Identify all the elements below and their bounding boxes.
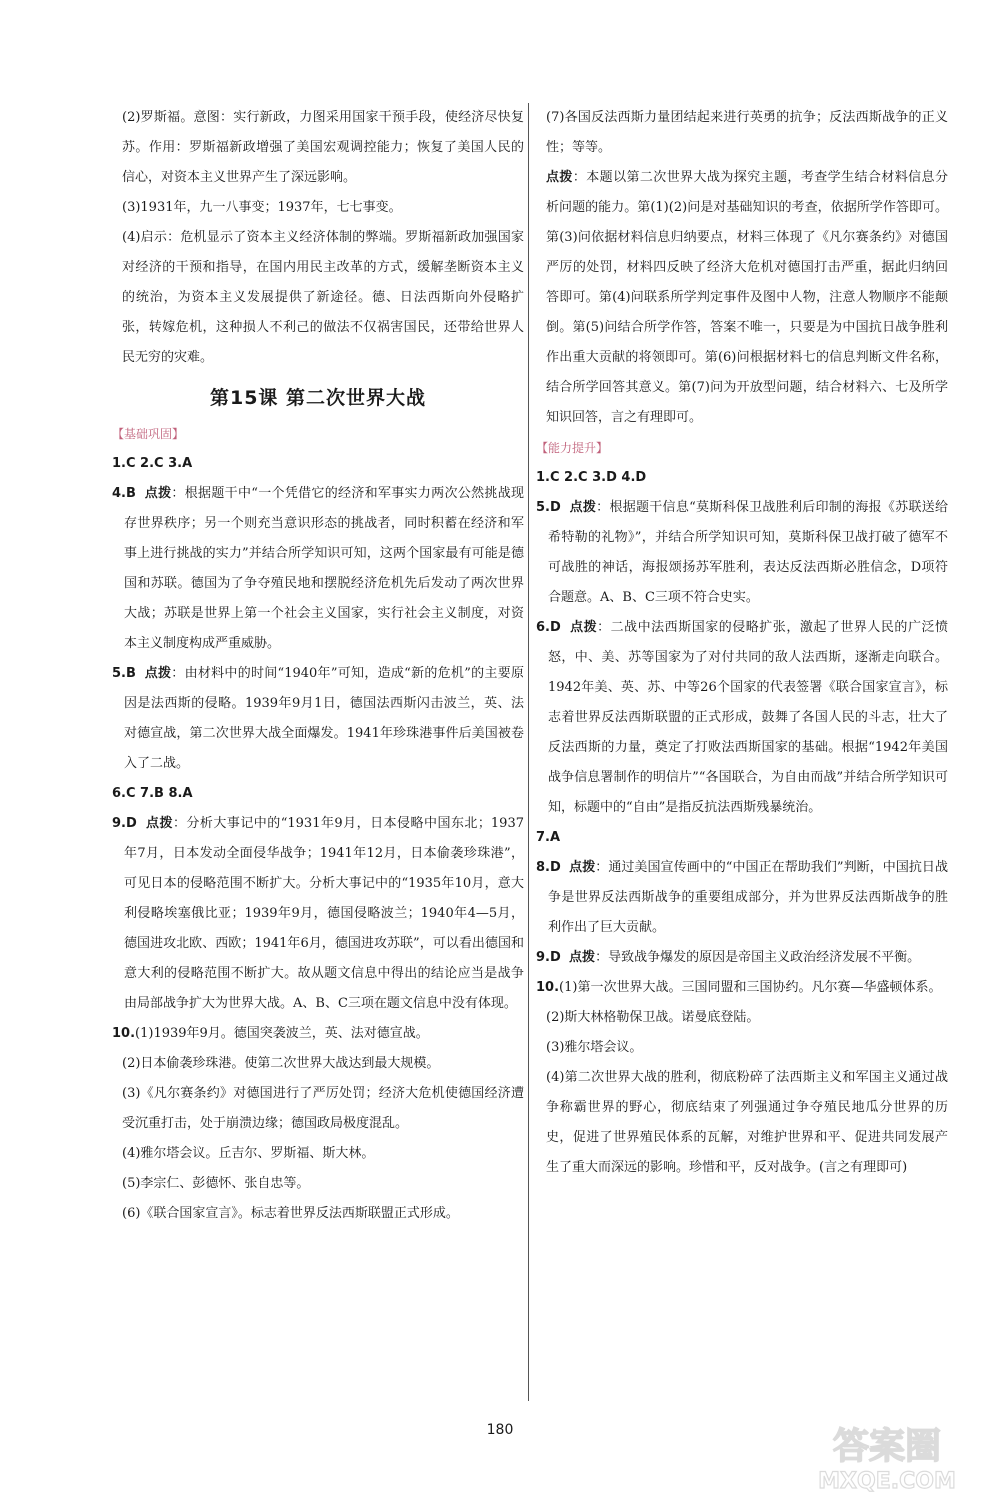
answer-number: 9.D bbox=[536, 950, 561, 965]
left-item-3: (3)1931年，九一八事变；1937年，七七事变。 bbox=[122, 200, 402, 215]
answer-number: 5.B bbox=[112, 666, 136, 681]
answer-row bbox=[112, 809, 524, 1019]
hint-keyword: 点拨 bbox=[570, 620, 598, 635]
hint-keyword: 点拨 bbox=[569, 950, 596, 965]
q10-sub-item: (3)《凡尔赛条约》对德国进行了严厉处罚；经济大危机使德国经济遭受沉重打击，处于崩溃边缘；德国政局极度混乱。 bbox=[122, 1086, 524, 1131]
answer-number: 1.C 2.C 3.A bbox=[112, 456, 193, 471]
answer-row bbox=[112, 779, 524, 809]
answer-row bbox=[536, 973, 948, 1003]
answer-row bbox=[112, 449, 524, 479]
answer-explanation: ：分析大事记中的“1931年9月，日本侵略中国东北；1937年7月，日本发动全面侵华战争；1941年12月，日本偷袭珍珠港”，可见日本的侵略范围不断扩大。分析大事记中的“1935年10月，意大利侵略埃塞俄比亚；1939年9月，德国侵略波兰；1940年4—5月，德国进攻北欧、西欧；1941年6月，德国进攻苏联”，可以看出德国和意大利的侵略范围不断扩大。故从题文信息中得出的结论应当是战争由局部战争扩大为世界大战。A、B、C三项在题文信息中没有体现。 bbox=[124, 816, 524, 1011]
answer-row bbox=[536, 463, 948, 493]
answer-row bbox=[536, 823, 948, 853]
answer-number: 8.D bbox=[536, 860, 561, 875]
answer-explanation: (1)1939年9月。德国突袭波兰，英、法对德宣战。 bbox=[135, 1026, 429, 1041]
hint-keyword: 点拨 bbox=[144, 486, 172, 501]
watermark-logo bbox=[792, 1416, 982, 1496]
hint-keyword: 点拨 bbox=[144, 666, 172, 681]
hint-keyword: 点拨 bbox=[146, 816, 173, 831]
q10-sub-item: (4)第二次世界大战的胜利，彻底粉碎了法西斯主义和军国主义通过战争称霸世界的野心，彻底结束了列强通过争夺殖民地瓜分世界的历史，促进了世界殖民体系的瓦解，对维护世界和平、促进共同发展产生了重大而深远的影响。珍惜和平，反对战争。(言之有理即可) bbox=[546, 1070, 948, 1175]
q10-sub-item: (2)斯大林格勒保卫战。诺曼底登陆。 bbox=[546, 1010, 760, 1025]
answer-row bbox=[112, 659, 524, 779]
q10-sub-item: (5)李宗仁、彭德怀、张自忠等。 bbox=[122, 1176, 310, 1191]
answer-explanation: ：二战中法西斯国家的侵略扩张，激起了世界人民的广泛愤怒，中、美、苏等国家为了对付共同的敌人法西斯，逐渐走向联合。1942年美、英、苏、中等26个国家的代表签署《联合国家宣言》，标志着世界反法西斯联盟的正式形成，鼓舞了各国人民的斗志，壮大了反法西斯的力量，奠定了打败法西斯国家的基础。根据“1942年美国战争信息署制作的明信片”“各国联合，为自由而战”并结合所学知识可知，标题中的“自由”是指反抗法西斯残暴统治。 bbox=[548, 620, 948, 815]
page-number: 180 bbox=[486, 1422, 514, 1438]
watermark-title: 答案圈 bbox=[832, 1426, 942, 1467]
answer-row bbox=[112, 479, 524, 659]
section-label-basic: 【基础巩固】 bbox=[112, 427, 185, 441]
q10-sub-item: (4)雅尔塔会议。丘吉尔、罗斯福、斯大林。 bbox=[122, 1146, 375, 1161]
answer-explanation: (1)第一次世界大战。三国同盟和三国协约。凡尔赛—华盛顿体系。 bbox=[559, 980, 942, 995]
answer-number: 9.D bbox=[112, 816, 137, 831]
answer-number: 7.A bbox=[536, 830, 561, 845]
q10-sub-item: (6)《联合国家宣言》。标志着世界反法西斯联盟正式形成。 bbox=[122, 1206, 459, 1221]
answer-row bbox=[536, 493, 948, 613]
answer-number: 10. bbox=[536, 980, 560, 995]
answer-explanation: ：根据题干信息“莫斯科保卫战胜利后印制的海报《苏联送给希特勒的礼物》”，并结合所学知识可知，莫斯科保卫战打破了德军不可战胜的神话，海报颂扬苏军胜利，表达反法西斯必胜信念，D项符合题意。A、B、C三项不符合史实。 bbox=[548, 500, 948, 605]
lesson-title: 第15课 第二次世界大战 bbox=[209, 387, 427, 409]
right-item-7: (7)各国反法西斯力量团结起来进行英勇的抗争；反法西斯战争的正义性；等等。 bbox=[546, 110, 948, 155]
answer-explanation: ：由材料中的时间“1940年”可知，造成“新的危机”的主要原因是法西斯的侵略。1939年9月1日，德国法西斯闪击波兰，英、法对德宣战，第二次世界大战全面爆发。1941年珍珠港事件后美国被卷入了二战。 bbox=[124, 666, 524, 771]
answer-row bbox=[536, 613, 948, 823]
column-divider bbox=[528, 103, 529, 1401]
left-item-2: (2)罗斯福。意图：实行新政，力图采用国家干预手段，使经济尽快复苏。作用：罗斯福新政增强了美国宏观调控能力；恢复了美国人民的信心，对资本主义世界产生了深远影响。 bbox=[122, 110, 524, 185]
answer-number: 1.C 2.C 3.D 4.D bbox=[536, 470, 647, 485]
q10-sub-item: (3)雅尔塔会议。 bbox=[546, 1040, 643, 1055]
hint-keyword: 点拨 bbox=[569, 500, 597, 515]
answer-row bbox=[536, 853, 948, 943]
q10-sub-item: (2)日本偷袭珍珠港。使第二次世界大战达到最大规模。 bbox=[122, 1056, 440, 1071]
answer-explanation: ：导致战争爆发的原因是帝国主义政治经济发展不平衡。 bbox=[595, 950, 921, 965]
answer-number: 6.D bbox=[536, 620, 561, 635]
answer-number: 6.C 7.B 8.A bbox=[112, 786, 193, 801]
summary-hint bbox=[536, 163, 948, 433]
answer-number: 4.B bbox=[112, 486, 136, 501]
answer-row bbox=[536, 943, 948, 973]
answer-row bbox=[112, 1019, 524, 1049]
answer-explanation: ：通过美国宣传画中的“中国正在帮助我们”判断，中国抗日战争是世界反法西斯战争的重要组成部分，并为世界反法西斯战争的胜利作出了巨大贡献。 bbox=[548, 860, 948, 935]
right-column bbox=[536, 103, 948, 1183]
answer-number: 10. bbox=[112, 1026, 136, 1041]
watermark-url: MXQE.COM bbox=[818, 1469, 956, 1494]
hint-keyword: 点拨 bbox=[569, 860, 596, 875]
left-item-4: (4)启示：危机显示了资本主义经济体制的弊端。罗斯福新政加强国家对经济的干预和指导，在国内用民主改革的方式，缓解垄断资本主义的统治，为资本主义发展提供了新途径。德、日法西斯向外侵略扩张，转嫁危机，这种损人不利己的做法不仅祸害国民，还带给世界人民无穷的灾难。 bbox=[122, 230, 524, 365]
hint-keyword: 点拨 bbox=[546, 170, 573, 185]
section-label-advanced: 【能力提升】 bbox=[536, 441, 609, 455]
summary-text: ：本题以第二次世界大战为探究主题，考查学生结合材料信息分析问题的能力。第(1)(2)问是对基础知识的考查，依据所学作答即可。第(3)问依据材料信息归纳要点，材料三体现了《凡尔赛条约》对德国严厉的处罚，材料四反映了经济大危机对德国打击严重，据此归纳回答即可。第(4)问联系所学判定事件及图中人物，注意人物顺序不能颠倒。第(5)问结合所学作答，答案不唯一，只要是为中国抗日战争胜利作出重大贡献的将领即可。第(6)问根据材料七的信息判断文件名称，结合所学回答其意义。第(7)问为开放型问题，结合材料六、七及所学知识回答，言之有理即可。 bbox=[546, 170, 948, 425]
answer-number: 5.D bbox=[536, 500, 561, 515]
answer-explanation: ：根据题干中“一个凭借它的经济和军事实力两次公然挑战现存世界秩序；另一个则充当意识形态的挑战者，同时积蓄在经济和军事上进行挑战的实力”并结合所学知识可知，这两个国家最有可能是德国和苏联。德国为了争夺殖民地和摆脱经济危机先后发动了两次世界大战；苏联是世界上第一个社会主义国家，实行社会主义制度，对资本主义制度构成严重威胁。 bbox=[124, 486, 525, 651]
left-column bbox=[112, 103, 524, 1229]
